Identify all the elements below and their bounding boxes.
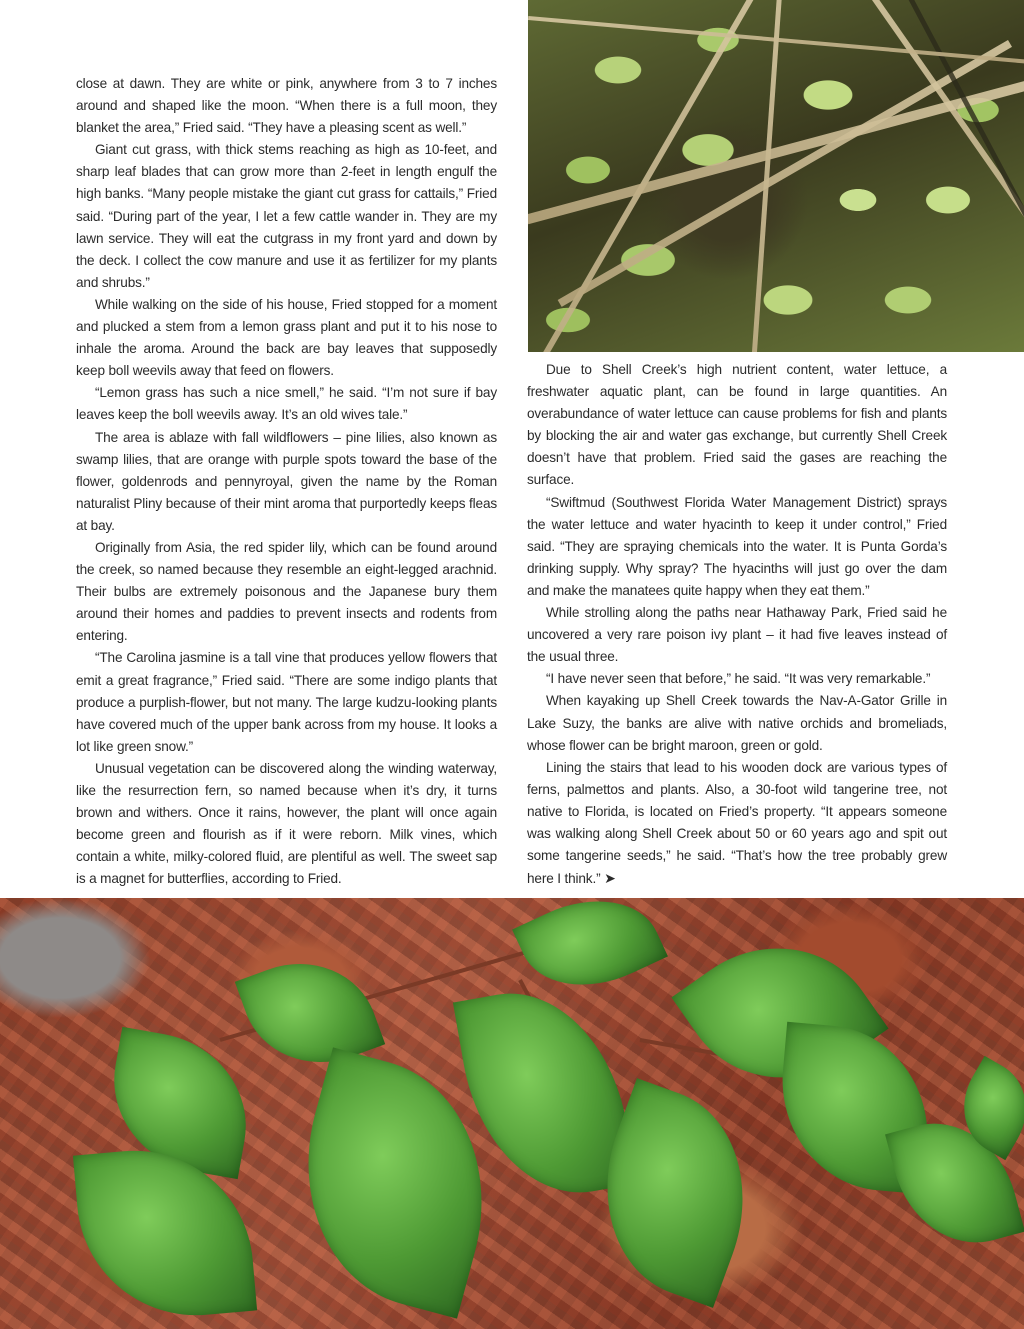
- paragraph: While walking on the side of his house, Fried stopped for a moment and plucked a stem from a lemon grass plant and put it to his nose to inhale the aroma. Around the back are bay leaves that supposedly keep boll weevils away that feed on flowers.: [76, 296, 497, 379]
- paragraph: “Lemon grass has such a nice smell,” he said. “I’m not sure if bay leaves keep the boll weevils away. It’s an old wives tale.”: [76, 385, 497, 423]
- paragraph: While strolling along the paths near Hathaway Park, Fried said he uncovered a very rare poison ivy plant – it had five leaves instead of the usual three.: [527, 605, 947, 665]
- ivy-leaf: [512, 898, 668, 1011]
- paragraph-last: [527, 757, 947, 891]
- end-of-article-arrow-icon: ➤: [604, 870, 616, 887]
- paragraph: “Swiftmud (Southwest Florida Water Management District) sprays the water lettuce and water hyacinth to keep it under control,” Fried said. “They are spraying chemicals into the water. It is Punta Gorda’s drinking supply. Why spray? The hyacinths will just go over the dam and make the manatees quite happy when they eat them.”: [527, 494, 947, 598]
- paragraph-text: Lining the stairs that lead to his wooden dock are various types of ferns, palmettos and plants. Also, a 30-foot wild tangerine tree, not native to Florida, is located on Fried’s property. “It appears someone was walking along Shell Creek about 50 or 60 years ago and spit out some tangerine seeds,” he said. “That’s how the tree probably grew here I think.”: [527, 759, 947, 887]
- left-article-column: [76, 73, 497, 890]
- paragraph: Giant cut grass, with thick stems reaching as high as 10-feet, and sharp leaf blades that can grow more than 2-feet in length engulf the high banks. “Many people mistake the giant cut grass for cattails,” Fried said. “During part of the year, I let a few cattle wander in. They are my lawn service. They will eat the cutgrass in my front yard and down by the deck. I collect the cow manure and use it as fertilizer for my plants and shrubs.”: [76, 142, 497, 290]
- paragraph: close at dawn. They are white or pink, anywhere from 3 to 7 inches around and shaped like the moon. “When there is a full moon, they blanket the area,” Fried said. “They have a pleasing scent as well.”: [76, 76, 497, 136]
- reed-stalk: [528, 80, 1024, 224]
- reed-stalk: [558, 40, 1012, 307]
- paragraph: “I have never seen that before,” he said. “It was very remarkable.”: [546, 671, 931, 687]
- paragraph: When kayaking up Shell Creek towards the Nav-A-Gator Grille in Lake Suzy, the banks are alive with native orchids and bromeliads, whose flower can be bright maroon, green or gold.: [527, 693, 947, 753]
- water-lettuce-photo: [528, 0, 1024, 352]
- poison-ivy-photo: [0, 898, 1024, 1329]
- right-article-column: [527, 359, 947, 890]
- paragraph: The area is ablaze with fall wildflowers – pine lilies, also known as swamp lilies, that are orange with purple spots toward the base of the flower, goldenrods and pennyroyal, given the name by the Roman naturalist Pliny because of their mint aroma that purportedly keeps fleas at bay.: [76, 429, 497, 533]
- paragraph: Due to Shell Creek’s high nutrient content, water lettuce, a freshwater aquatic plant, can be found in large quantities. An overabundance of water lettuce can cause problems for fish and plants by blocking the air and water gas exchange, but currently Shell Creek doesn’t have that problem. Fried said the gases are reaching the surface.: [527, 362, 947, 488]
- paragraph: Unusual vegetation can be discovered along the winding waterway, like the resurrection fern, so named because when it’s dry, it turns brown and withers. Once it rains, however, the plant will once again become green and flourish as if it were reborn. Milk vines, which contain a white, milky-colored fluid, are plentiful as well. The sweet sap is a magnet for butterflies, according to Fried.: [76, 760, 497, 887]
- paragraph: “The Carolina jasmine is a tall vine that produces yellow flowers that emit a great fragrance,” Fried said. “There are some indigo plants that produce a purplish-flower, but not many. The large kudzu-looking plants have covered much of the upper bank across from my house. It looks a lot like green snow.”: [76, 650, 497, 754]
- paragraph: Originally from Asia, the red spider lily, which can be found around the creek, so named because they resemble an eight-legged arachnid. Their bulbs are extremely poisonous and the Japanese bury them around their homes and paddies to prevent insects and rodents from entering.: [76, 539, 497, 644]
